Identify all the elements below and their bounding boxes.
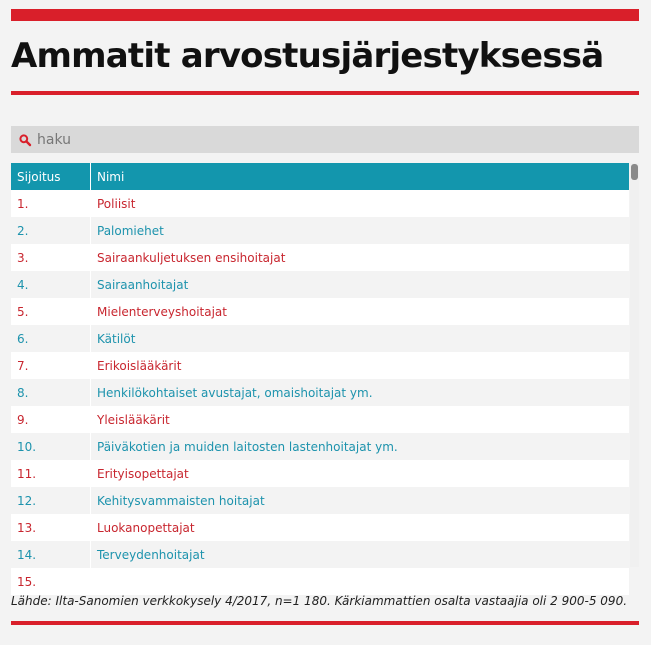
- ranking-table-container[interactable]: [11, 163, 629, 589]
- column-header-name[interactable]: Nimi: [91, 163, 630, 190]
- table-row: [11, 460, 629, 487]
- name-cell: Sairaanhoitajat: [91, 271, 630, 298]
- source-note: Lähde: Ilta-Sanomien verkkokysely 4/2017, n=1 180. Kärkiammattien osalta vastaajia oli 2 900-5 090.: [11, 594, 628, 608]
- ranking-table: [11, 163, 629, 595]
- top-accent-bar: [11, 9, 639, 21]
- name-cell: Luokanopettajat: [91, 514, 630, 541]
- name-cell: Palomiehet: [91, 217, 630, 244]
- rank-cell: 1.: [11, 190, 91, 217]
- name-cell: Yleislääkärit: [91, 406, 630, 433]
- column-header-rank[interactable]: Sijoitus: [11, 163, 91, 190]
- rank-cell: 11.: [11, 460, 91, 487]
- name-cell: Henkilökohtaiset avustajat, omaishoitajat ym.: [91, 379, 630, 406]
- search-bar[interactable]: [11, 126, 639, 153]
- table-row: [11, 298, 629, 325]
- rank-cell: 8.: [11, 379, 91, 406]
- rank-cell: 9.: [11, 406, 91, 433]
- table-row: [11, 487, 629, 514]
- rank-cell: 3.: [11, 244, 91, 271]
- rank-cell: 4.: [11, 271, 91, 298]
- title-divider: [11, 91, 639, 95]
- rank-cell: 12.: [11, 487, 91, 514]
- search-icon: [19, 134, 31, 146]
- name-cell: Erikoislääkärit: [91, 352, 630, 379]
- rank-cell: 15.: [11, 568, 91, 595]
- table-row: [11, 217, 629, 244]
- name-cell: Poliisit: [91, 190, 630, 217]
- table-row: [11, 190, 629, 217]
- table-row: [11, 244, 629, 271]
- rank-cell: 5.: [11, 298, 91, 325]
- name-cell: Sairaankuljetuksen ensihoitajat: [91, 244, 630, 271]
- table-row: [11, 514, 629, 541]
- name-cell: [91, 568, 630, 595]
- table-row: [11, 541, 629, 568]
- table-header-row: [11, 163, 629, 190]
- table-row: [11, 325, 629, 352]
- name-cell: Päiväkotien ja muiden laitosten lastenhoitajat ym.: [91, 433, 630, 460]
- table-row: [11, 568, 629, 595]
- name-cell: Kätilöt: [91, 325, 630, 352]
- rank-cell: 6.: [11, 325, 91, 352]
- search-input[interactable]: [37, 130, 597, 150]
- rank-cell: 14.: [11, 541, 91, 568]
- bottom-accent-bar: [11, 621, 639, 625]
- name-cell: Mielenterveyshoitajat: [91, 298, 630, 325]
- rank-cell: 2.: [11, 217, 91, 244]
- rank-cell: 13.: [11, 514, 91, 541]
- name-cell: Terveydenhoitajat: [91, 541, 630, 568]
- table-row: [11, 379, 629, 406]
- rank-cell: 7.: [11, 352, 91, 379]
- table-row: [11, 271, 629, 298]
- name-cell: Erityisopettajat: [91, 460, 630, 487]
- table-row: [11, 406, 629, 433]
- rank-cell: 10.: [11, 433, 91, 460]
- name-cell: Kehitysvammaisten hoitajat: [91, 487, 630, 514]
- scrollbar-thumb[interactable]: [631, 164, 638, 180]
- table-row: [11, 352, 629, 379]
- page-title: Ammatit arvostusjärjestyksessä: [11, 36, 604, 76]
- table-scrollbar[interactable]: [630, 163, 639, 567]
- table-row: [11, 433, 629, 460]
